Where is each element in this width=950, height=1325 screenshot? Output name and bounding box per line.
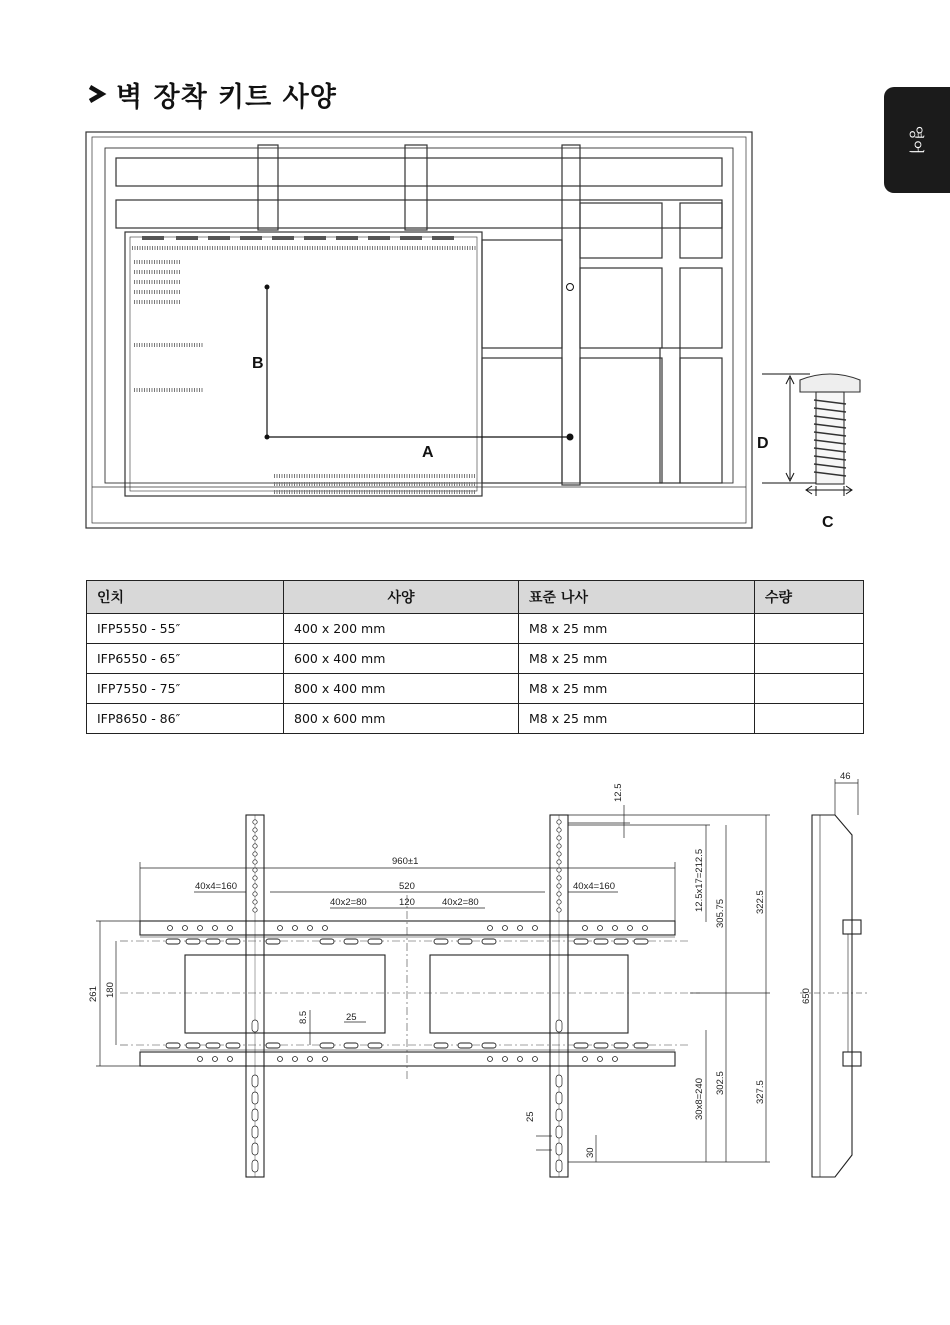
dim-650: 650 (801, 988, 812, 1004)
dim-label-d: D (757, 435, 769, 452)
dim-120: 120 (399, 897, 415, 908)
dim-12-5: 12.5 (613, 783, 624, 802)
page-title: 벽 장착 키트 사양 (116, 81, 337, 113)
dim-25-slot: 25 (346, 1012, 357, 1023)
column-header-spec: 사양 (284, 581, 519, 614)
dim-180: 180 (105, 982, 116, 998)
dim-8-5: 8.5 (298, 1010, 309, 1024)
dim-label-a: A (422, 444, 434, 461)
dim-261: 261 (88, 986, 99, 1002)
cell-qty (755, 704, 864, 734)
column-header-screw: 표준 나사 (519, 581, 755, 614)
screw-icon (800, 374, 860, 484)
dim-302-5: 302.5 (715, 1071, 726, 1095)
cell-spec: 600 x 400 mm (284, 644, 519, 674)
dimension-labels (88, 771, 851, 1158)
dim-40x2-right: 40x2=80 (442, 897, 479, 908)
cell-qty (755, 614, 864, 644)
dim-46: 46 (840, 771, 851, 782)
table-row (87, 704, 864, 734)
dim-12-5x17: 12.5x17=212.5 (694, 848, 705, 912)
cell-screw: M8 x 25 mm (519, 674, 755, 704)
column-header-inch: 인치 (87, 581, 284, 614)
dim-30x8: 30x8=240 (694, 1078, 705, 1120)
cell-qty (755, 674, 864, 704)
table-header-row (87, 581, 864, 614)
dim-25-vert: 25 (525, 1111, 536, 1122)
cell-spec: 800 x 600 mm (284, 704, 519, 734)
cell-screw: M8 x 25 mm (519, 704, 755, 734)
dim-40x2-left: 40x2=80 (330, 897, 367, 908)
cell-spec: 800 x 400 mm (284, 674, 519, 704)
cell-model: IFP8650 - 86″ (87, 704, 284, 734)
column-header-qty: 수량 (755, 581, 864, 614)
dim-327-5: 327.5 (755, 1080, 766, 1104)
dim-label-b: B (252, 355, 264, 372)
cell-screw: M8 x 25 mm (519, 644, 755, 674)
wall-mount-spec-table (86, 580, 864, 734)
cell-screw: M8 x 25 mm (519, 614, 755, 644)
cell-model: IFP5550 - 55″ (87, 614, 284, 644)
dim-label-c: C (822, 514, 834, 531)
bracket-dimension-drawing (0, 760, 950, 1200)
display-back-diagram (0, 0, 950, 560)
dim-322-5: 322.5 (755, 890, 766, 914)
bracket-side-profile (800, 779, 870, 1177)
cell-qty (755, 644, 864, 674)
table-row (87, 644, 864, 674)
dim-305-75: 305.75 (715, 898, 726, 928)
dim-960: 960±1 (392, 856, 419, 867)
cell-model: IFP7550 - 75″ (87, 674, 284, 704)
dim-30: 30 (585, 1147, 596, 1158)
cell-spec: 400 x 200 mm (284, 614, 519, 644)
table-row (87, 674, 864, 704)
table-row (87, 614, 864, 644)
cell-model: IFP6550 - 65″ (87, 644, 284, 674)
dim-40x4-left: 40x4=160 (195, 881, 237, 892)
language-tab-label: 영어 (907, 125, 926, 155)
dim-40x4-right: 40x4=160 (573, 881, 615, 892)
dim-520: 520 (399, 881, 415, 892)
